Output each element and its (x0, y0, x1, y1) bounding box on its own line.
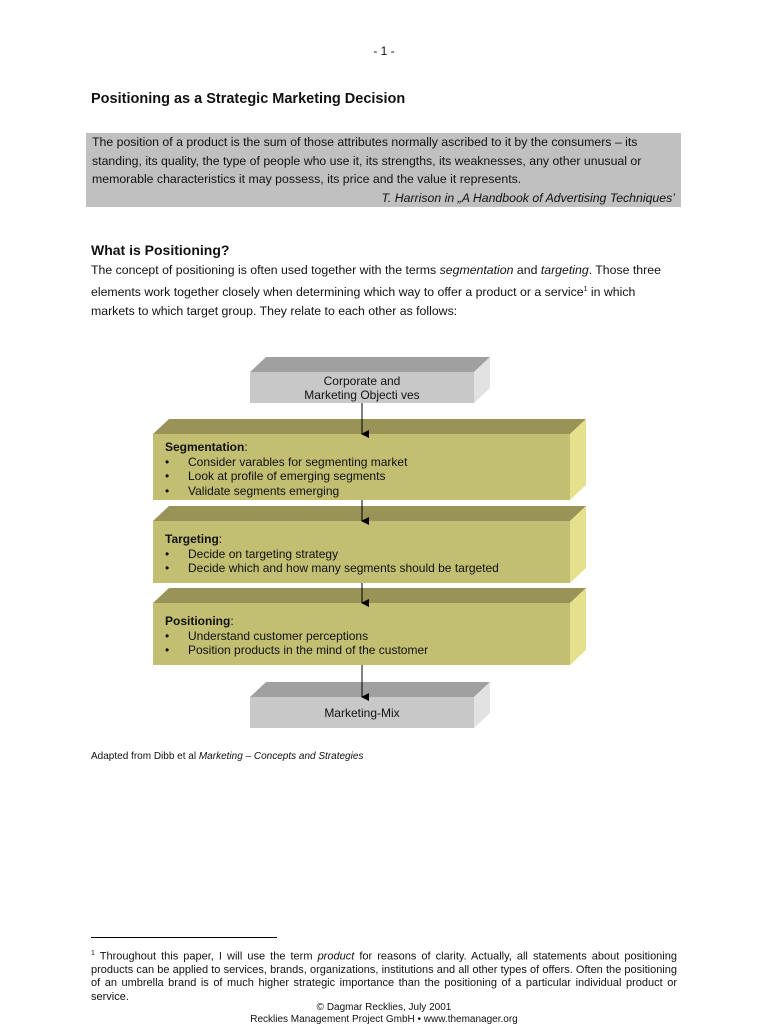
footer-company: Recklies Management Project GmbH • www.themanager.org (250, 1014, 518, 1025)
intro-paragraph (91, 261, 671, 321)
footnote-number: 1 (91, 950, 95, 957)
caption-prefix: Adapted from Dibb et al (91, 751, 199, 762)
positioning-box: Positioning: • Understand customer perceptions • Position products in the mind of the customer (153, 603, 570, 665)
quote-box (86, 133, 681, 207)
section-heading: What is Positioning? (91, 242, 230, 258)
top-box-top-face (250, 357, 490, 372)
segmentation-item: • Look at profile of emerging segments (165, 469, 558, 484)
footnote-separator (91, 937, 277, 938)
quote-text: The position of a product is the sum of those attributes normally ascribed to it by the consumers – its standing, its quality, the type of people who use it, its strengths, its weaknesses, any other unusual or memorable characteristics it may possess, its price and the value it represents. (92, 135, 642, 186)
targeting-side-face (570, 506, 586, 583)
quote-attribution: T. Harrison in „A Handbook of Advertising Techniques’ (381, 190, 675, 205)
footnote (91, 947, 677, 1004)
top-box-side-face (474, 357, 490, 403)
segmentation-box: Segmentation: • Consider varables for segmenting market • Look at profile of emerging segments • Validate segments emerging (153, 434, 570, 500)
bottom-box-side-face (474, 682, 490, 728)
targeting-label: Targeting (165, 532, 219, 546)
segmentation-label: Segmentation (165, 440, 245, 454)
term-segmentation: segmentation (439, 263, 514, 277)
segmentation-item: • Validate segments emerging (165, 484, 558, 499)
diagram-caption (91, 751, 363, 762)
segmentation-item: • Consider varables for segmenting market (165, 455, 558, 470)
footnote-text-1: Throughout this paper, I will use the term (94, 950, 318, 963)
footnote-term: product (317, 950, 355, 963)
marketing-mix-label: Marketing-Mix (324, 705, 400, 720)
targeting-item: • Decide on targeting strategy (165, 547, 558, 562)
positioning-item: • Understand customer perceptions (165, 629, 558, 644)
positioning-top-face (153, 588, 586, 603)
footer-copyright: © Dagmar Recklies, July 2001 (316, 1002, 452, 1013)
caption-source: Marketing – Concepts and Strategies (198, 751, 364, 762)
positioning-label: Positioning (165, 614, 231, 628)
intro-and: and (513, 263, 541, 277)
segmentation-side-face (570, 419, 586, 500)
positioning-side-face (570, 588, 586, 665)
term-targeting: targeting (540, 263, 589, 277)
targeting-top-face (153, 506, 586, 521)
segmentation-top-face (153, 419, 586, 434)
targeting-item: • Decide which and how many segments should be targeted (165, 561, 558, 576)
objectives-box (250, 372, 474, 403)
footnote-reference[interactable]: 1 (583, 286, 588, 293)
intro-text-3: in which markets to which target group. They relate to each other as follows: (91, 285, 636, 319)
objectives-label: Corporate and Marketing Objecti ves (304, 373, 420, 402)
footnote-text-2: for reasons of clarity. Actually, all statements about positioning products can be applied to services, brands, organizations, institutions and all other types of offers. Often the positioning of an umbrella brand is of much higher strategic importance than the positioning of a particular individual product or service. (91, 950, 677, 1003)
intro-text-1: The concept of positioning is often used together with the terms (91, 263, 440, 277)
bottom-box-top-face (250, 682, 490, 697)
marketing-mix-box (250, 697, 474, 728)
page-title: Positioning as a Strategic Marketing Decision (91, 91, 406, 107)
positioning-item: • Position products in the mind of the customer (165, 643, 558, 658)
intro-text-2: . Those three elements work together closely when determining which way to offer a product or a service (91, 263, 661, 300)
targeting-box: Targeting: • Decide on targeting strategy • Decide which and how many segments should be targeted (153, 521, 570, 583)
page-number: - 1 - (373, 44, 395, 58)
